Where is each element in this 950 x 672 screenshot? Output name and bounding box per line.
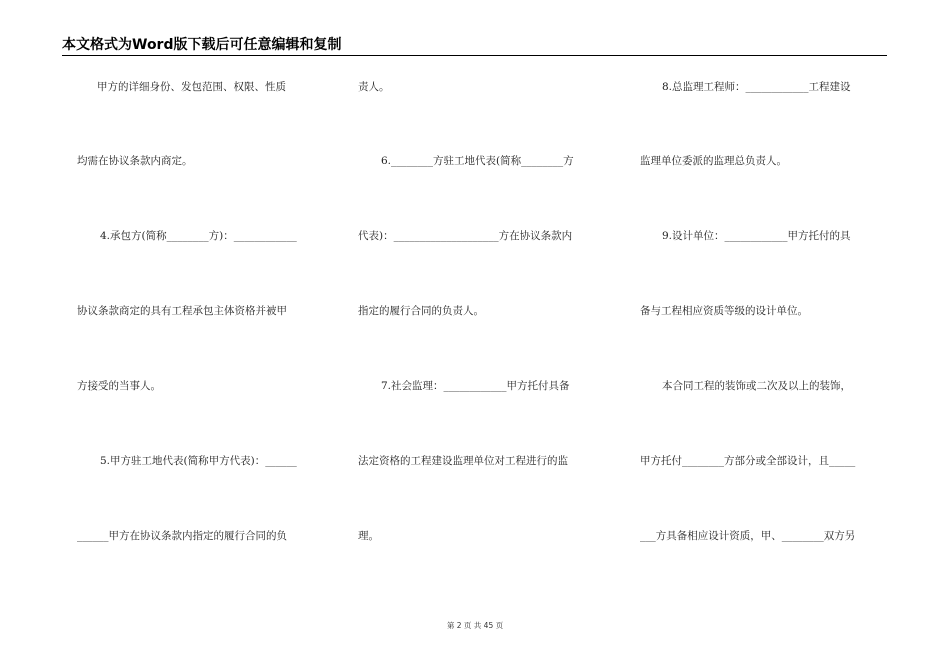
page-number: 第 2 页 共 45 页 — [446, 621, 504, 630]
text-line: 5.甲方驻工地代表(简称甲方代表)：______ — [100, 455, 297, 467]
text-line: 责人。 — [358, 81, 390, 93]
text-line: ______甲方在协议条款内指定的履行合同的负 — [77, 530, 287, 542]
text-line: 9.设计单位：____________甲方托付的具 — [662, 230, 851, 242]
text-line: 指定的履行合同的负责人。 — [358, 305, 484, 317]
text-line: 甲方托付________方部分或全部设计，且_____ — [640, 455, 856, 467]
text-line: 4.承包方(简称________方)：____________ — [100, 230, 297, 242]
document-title: 本文格式为Word版下载后可任意编辑和复制 — [62, 37, 342, 53]
text-line: 备与工程相应资质等级的设计单位。 — [640, 305, 808, 317]
page-header — [62, 33, 887, 56]
text-line: 8.总监理工程师：____________工程建设 — [662, 81, 851, 93]
text-line: 6.________方驻工地代表(简称________方 — [381, 155, 574, 167]
text-line: 7.社会监理：____________甲方托付具备 — [381, 380, 570, 392]
text-line: 理。 — [358, 530, 379, 542]
text-line: 法定资格的工程建设监理单位对工程进行的监 — [358, 455, 568, 467]
text-line: 甲方的详细身份、发包范围、权限、性质 — [97, 81, 286, 93]
text-line: 监理单位委派的监理总负责人。 — [640, 155, 787, 167]
text-line: 协议条款商定的具有工程承包主体资格并被甲 — [77, 305, 287, 317]
text-line: ___方具备相应设计资质，甲、________双方另 — [640, 530, 856, 542]
text-line: 本合同工程的装饰或二次及以上的装饰， — [662, 380, 851, 392]
text-line: 代表)：____________________方在协议条款内 — [358, 230, 573, 242]
text-line: 方接受的当事人。 — [77, 380, 161, 392]
text-line: 均需在协议条款内商定。 — [77, 155, 193, 167]
